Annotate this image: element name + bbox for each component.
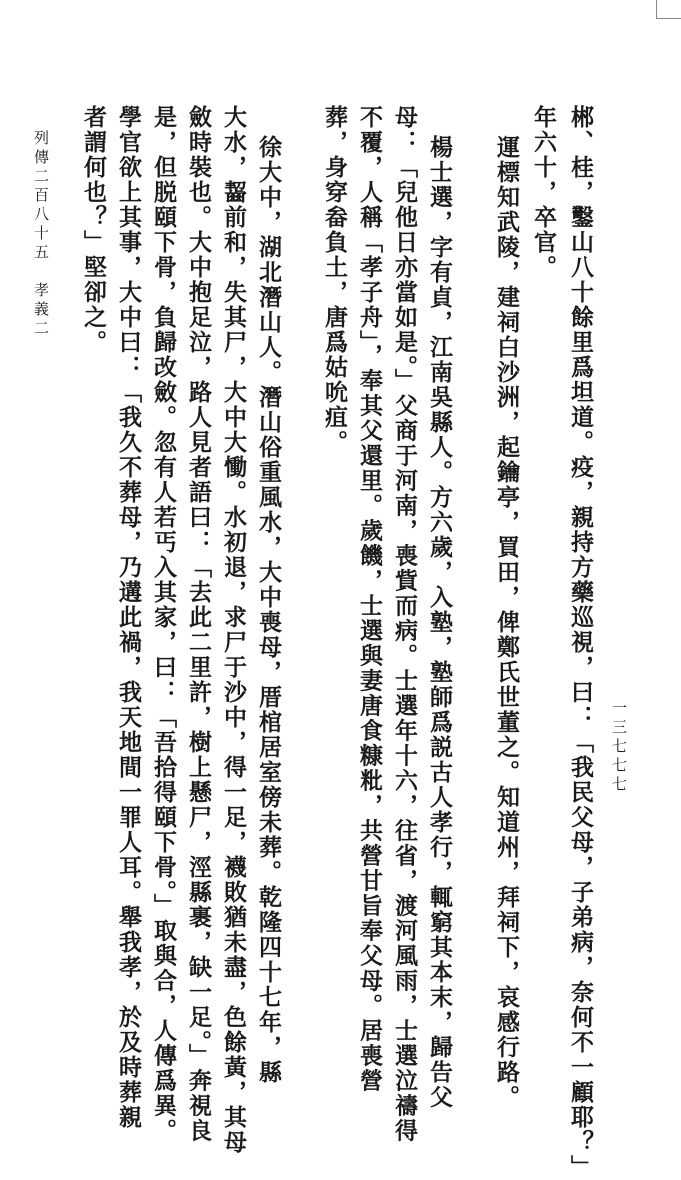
text-column-9: 大水，齧前和，失其尸，大中大慟。水初退，求尸于沙中，得一足，襪敗猶未盡，色餘黃，其母 (220, 105, 247, 1155)
text-column-8: 徐大中，湖北潛山人。潛山俗重風水，大中喪母，厝棺居室傍未葬。乾隆四十七年，縣 (255, 135, 282, 1085)
text-column-12: 學官欲上其事，大中曰：「我久不葬母，乃遘此禍，我天地間一罪人耳。舉我孝，於及時葬親 (115, 105, 142, 1130)
page-corner-mark (656, 0, 681, 19)
text-column-7: 葬，身穿畚負土，唐爲姑吮疽。 (321, 105, 348, 455)
text-column-2: 年六十，卒官。 (530, 105, 557, 280)
footer-page-number: 一三七七七 (610, 700, 628, 795)
text-column-5: 母：「兒他日亦當如是。」父商于河南，喪貲而病。士選年十六，往省，渡河風雨，士選泣禱得 (391, 105, 418, 1144)
text-column-6: 不覆，人稱「孝子舟」，奉其父還里。歲饑，士選與妻唐食糠粃，共營甘旨奉父母。居喪營 (356, 105, 383, 1094)
text-column-4: 楊士選，字有貞，江南吳縣人。方六歲，入塾，塾師爲説古人孝行，輒窮其本末，歸告父 (426, 135, 453, 1110)
text-column-3: 運標知武陵，建祠白沙洲，起鑰亭，買田，俾鄭氏世董之。知道州，拜祠下，哀感行路。 (493, 135, 520, 1110)
text-column-1: 郴、桂，鑿山八十餘里爲坦道。疫，親持方藥巡視，曰：「我民父母，子弟病，奈何不一顧耶？」 (567, 105, 594, 1180)
text-column-11: 是，但脱頤下骨，負歸改斂。忽有人若丐入其家，曰：「吾拾得頤下骨。」取與合，人傳爲異。 (150, 105, 177, 1144)
footer-section-title: 列傳二百八十五 孝義二 (32, 130, 50, 339)
text-column-13: 者謂何也？」堅卻之。 (80, 105, 107, 355)
text-column-10: 斂時裝也。大中抱足泣，路人見者語曰：「去此二里許，樹上懸尸，涇縣裹，缺一足。」奔視良 (185, 105, 212, 1144)
